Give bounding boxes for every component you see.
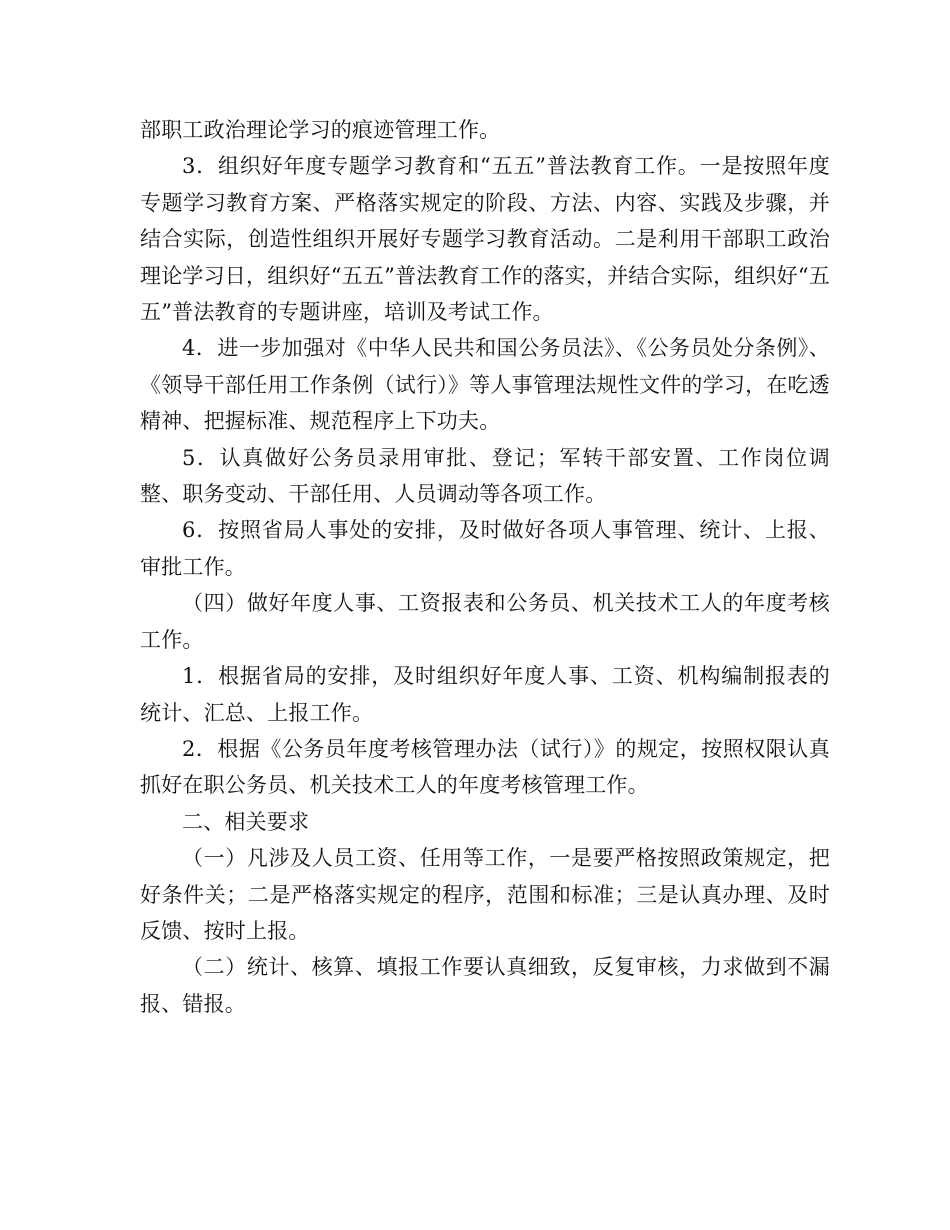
section-heading-4: （四）做好年度人事、工资报表和公务员、机关技术工人的年度考核工作。 (140, 591, 830, 652)
paragraph-item-1: 1．根据省局的安排，及时组织好年度人事、工资、机构编制报表的统计、汇总、上报工作。 (140, 664, 830, 725)
chapter-heading-requirements: 二、相关要求 (182, 809, 310, 834)
paragraph-item-6: 6．按照省局人事处的安排，及时做好各项人事管理、统计、上报、审批工作。 (140, 518, 830, 579)
paragraph-item-4: 4．进一步加强对《中华人民共和国公务员法》、《公务员处分条例》、《领导干部任用工作条例（试行）》等人事管理法规性文件的学习，在吃透精神、把握标准、规范程序上下功夫。 (140, 336, 830, 434)
document-body (140, 112, 830, 1022)
requirement-2: （二）统计、核算、填报工作要认真细致，反复审核，力求做到不漏报、错报。 (140, 955, 830, 1016)
paragraph-item-5: 5．认真做好公务员录用审批、登记；军转干部安置、工作岗位调整、职务变动、干部任用、人员调动等各项工作。 (140, 445, 830, 507)
paragraph-continuation: 部职工政治理论学习的痕迹管理工作。 (140, 118, 501, 142)
paragraph-item-2: 2．根据《公务员年度考核管理办法（试行）》的规定，按照权限认真抓好在职公务员、机关技术工人的年度考核管理工作。 (140, 736, 830, 798)
requirement-1: （一）凡涉及人员工资、任用等工作，一是要严格按照政策规定，把好条件关；二是严格落实规定的程序，范围和标准；三是认真办理、及时反馈、按时上报。 (140, 846, 830, 943)
paragraph-item-3: 3．组织好年度专题学习教育和“五五”普法教育工作。一是按照年度专题学习教育方案、严格落实规定的阶段、方法、内容、实践及步骤，并结合实际，创造性组织开展好专题学习教育活动。二是利用干部职工政治理论学习日，组织好“五五”普法教育工作的落实，并结合实际，组织好“五五”普法教育的专题讲座，培训及考试工作。 (140, 154, 831, 325)
